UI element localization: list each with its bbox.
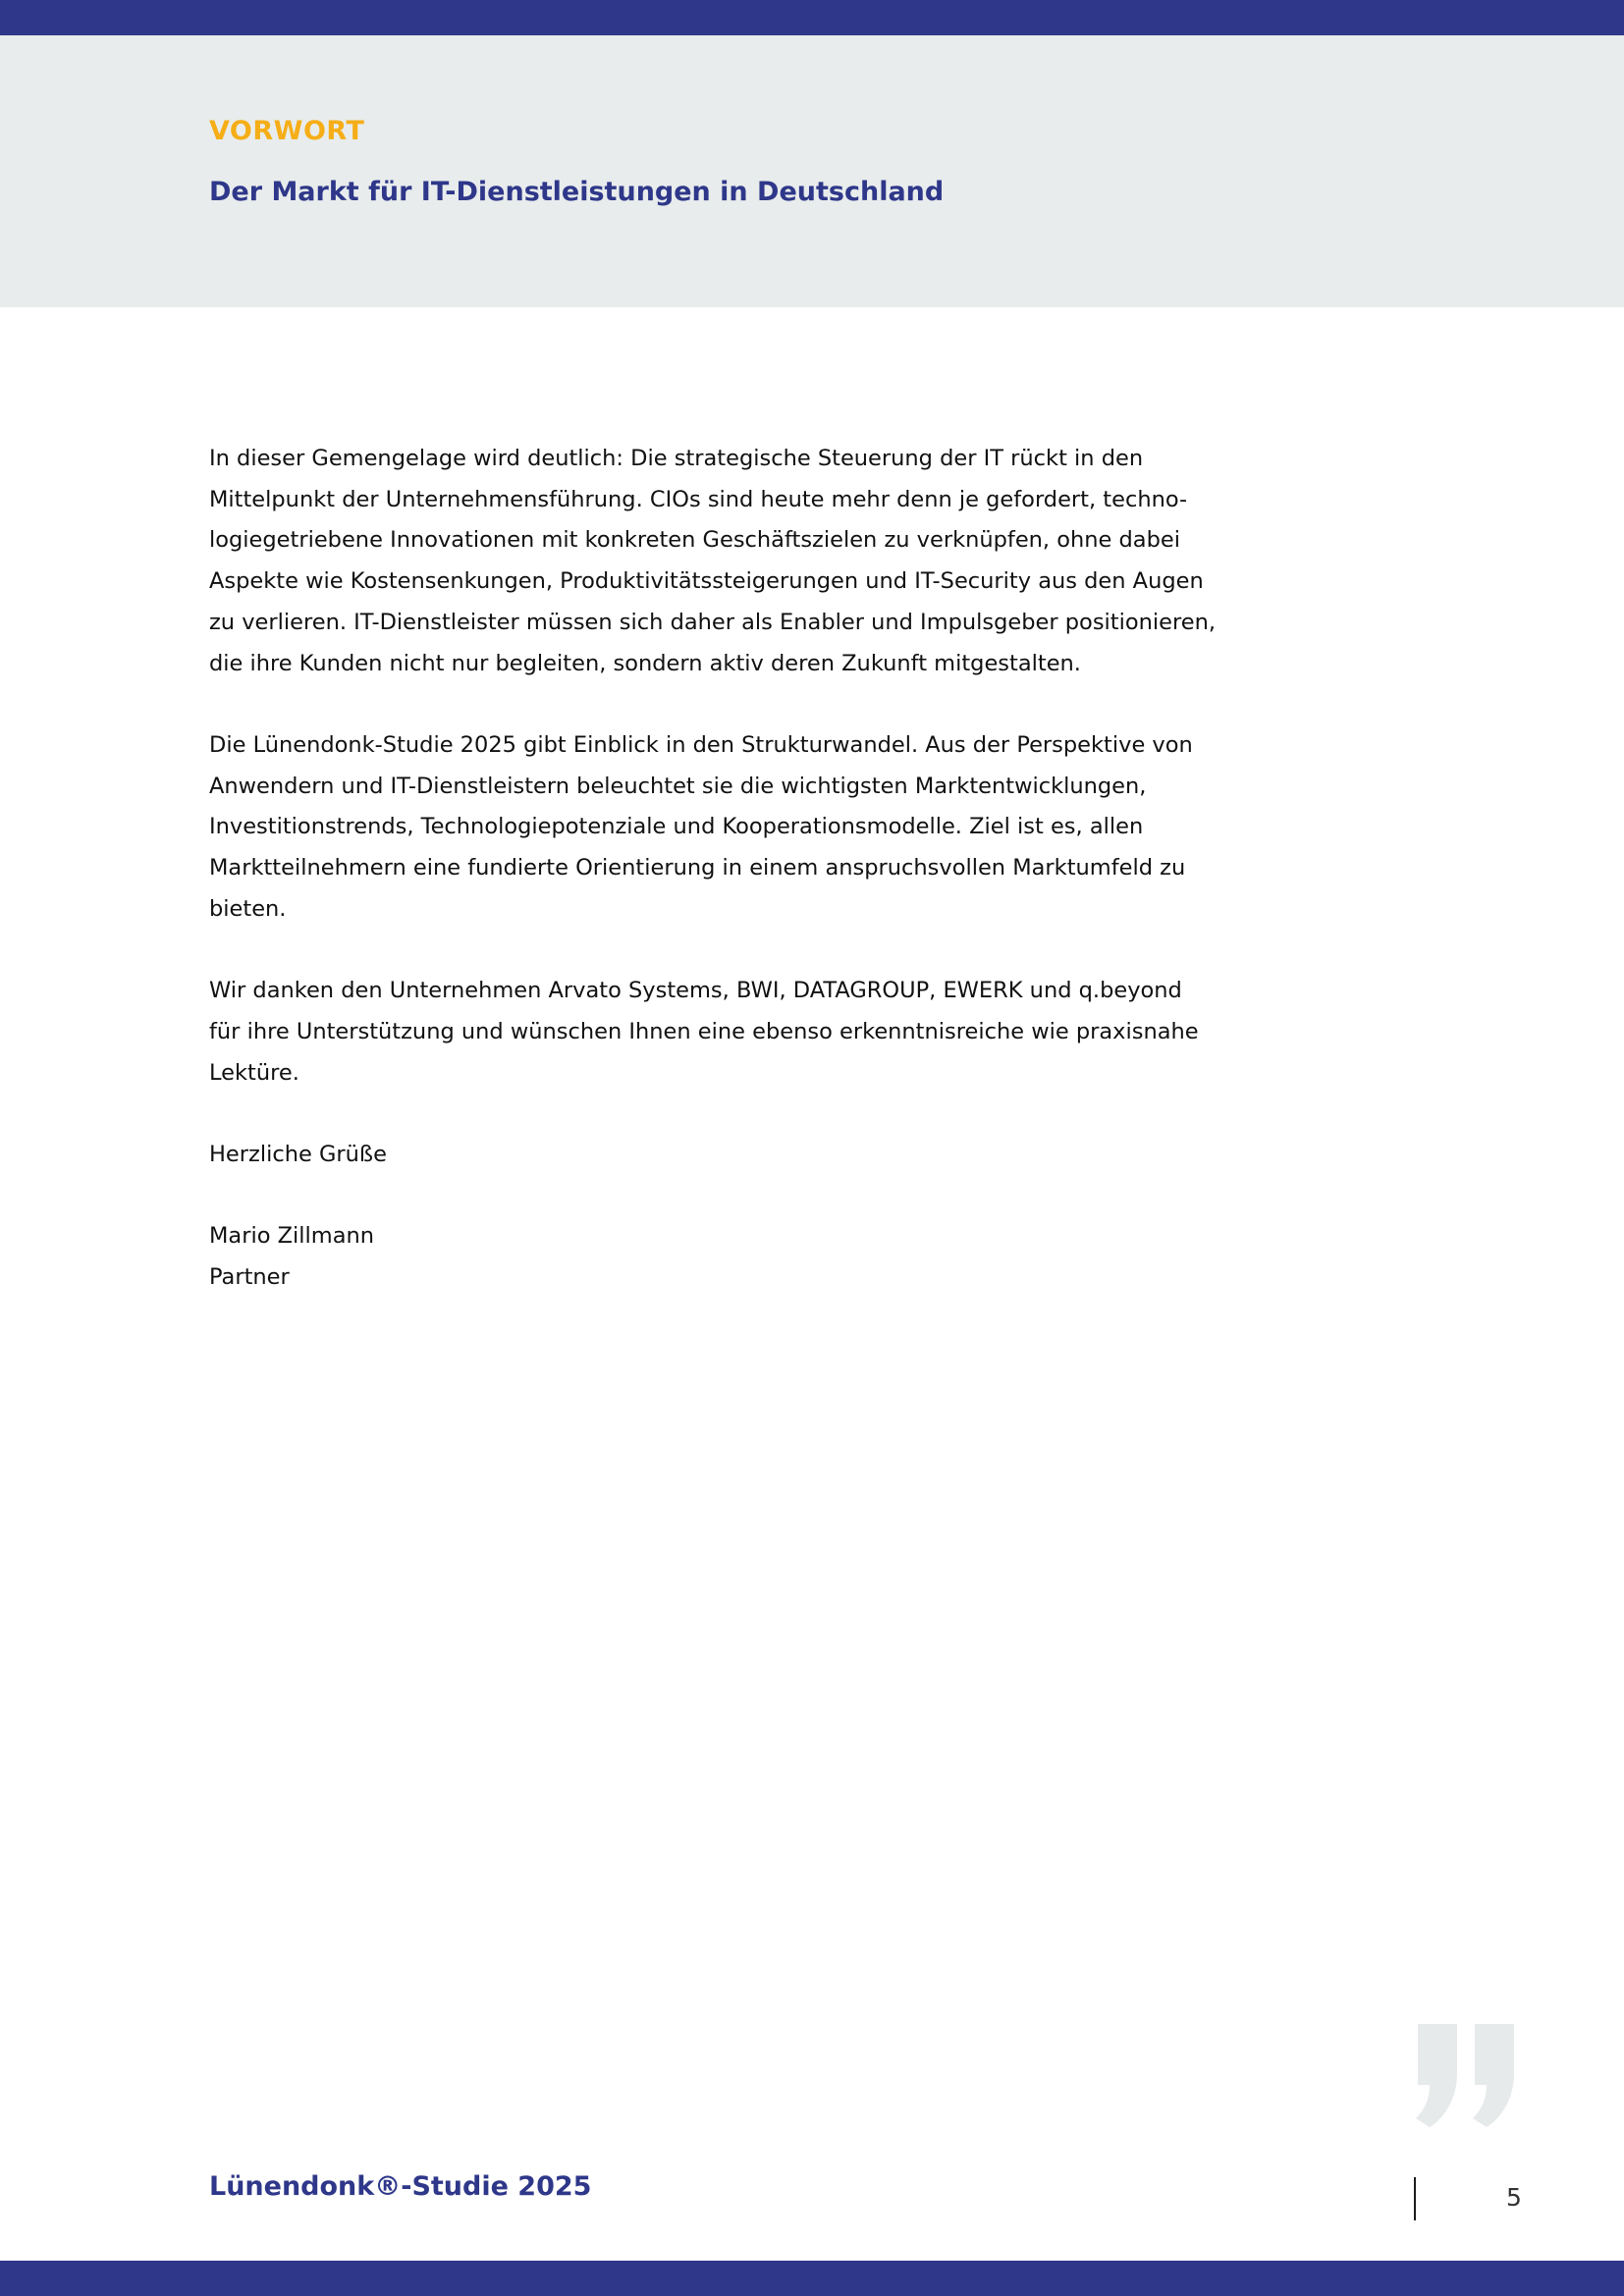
text-line: für ihre Unterstützung und wünschen Ihnen eine ebenso erkenntnisreiche wie praxisnahe	[209, 1018, 1199, 1044]
text-line: zu verlieren. IT-Dienstleister müssen sich daher als Enabler und Impulsgeber positionieren,	[209, 609, 1217, 635]
page-number: 5	[1506, 2183, 1522, 2212]
text-line: Wir danken den Unternehmen Arvato Systems, BWI, DATAGROUP, EWERK und q.beyond	[209, 978, 1182, 1004]
closing-greeting	[209, 1135, 1191, 1176]
header-band	[0, 35, 1624, 307]
bottom-color-bar	[0, 2261, 1624, 2296]
text-line: Anwendern und IT-Dienstleistern beleuchtet sie die wichtigsten Marktentwicklungen,	[209, 773, 1147, 799]
text-line: Die Lünendonk-Studie 2025 gibt Einblick in den Strukturwandel. Aus der Perspektive von	[209, 731, 1193, 758]
body-text	[209, 439, 1217, 1339]
section-label: VORWORT	[209, 116, 365, 146]
paragraph-thanks	[209, 971, 1199, 1094]
text-line: In dieser Gemengelage wird deutlich: Die strategische Steuerung der IT rückt in den	[209, 446, 1144, 471]
paragraph-study	[209, 725, 1191, 931]
footer-brand: Lünendonk®-Studie 2025	[209, 2171, 592, 2202]
signature	[209, 1216, 1191, 1298]
page-title: Der Markt für IT-Dienstleistungen in Deutschland	[209, 177, 945, 207]
text-line: bieten.	[209, 895, 287, 922]
text-line: Investitionstrends, Technologiepotenziale und Kooperationsmodelle. Ziel ist es, allen	[209, 814, 1144, 840]
text-line: logiegetriebene Innovationen mit konkreten Geschäftszielen zu verknüpfen, ohne dabei	[209, 527, 1180, 554]
text-line: die ihre Kunden nicht nur begleiten, sondern aktiv deren Zukunft mitgestalten.	[209, 650, 1081, 676]
signature-role: Partner	[209, 1264, 290, 1290]
text-line: Mittelpunkt der Unternehmensführung. CIOs sind heute mehr denn je gefordert, techno-	[209, 486, 1188, 512]
top-color-bar	[0, 0, 1624, 35]
text-line: Marktteilnehmern eine fundierte Orientierung in einem anspruchsvollen Marktumfeld zu	[209, 855, 1186, 881]
text-line: Lektüre.	[209, 1059, 299, 1086]
greeting-text: Herzliche Grüße	[209, 1141, 387, 1167]
footer-divider	[1414, 2177, 1416, 2220]
text-line: Aspekte wie Kostensenkungen, Produktivitätssteigerungen und IT-Security aus den Augen	[209, 568, 1204, 595]
signature-name: Mario Zillmann	[209, 1223, 375, 1250]
closing-quote-icon	[1410, 2024, 1523, 2127]
paragraph-intro	[209, 439, 1217, 684]
